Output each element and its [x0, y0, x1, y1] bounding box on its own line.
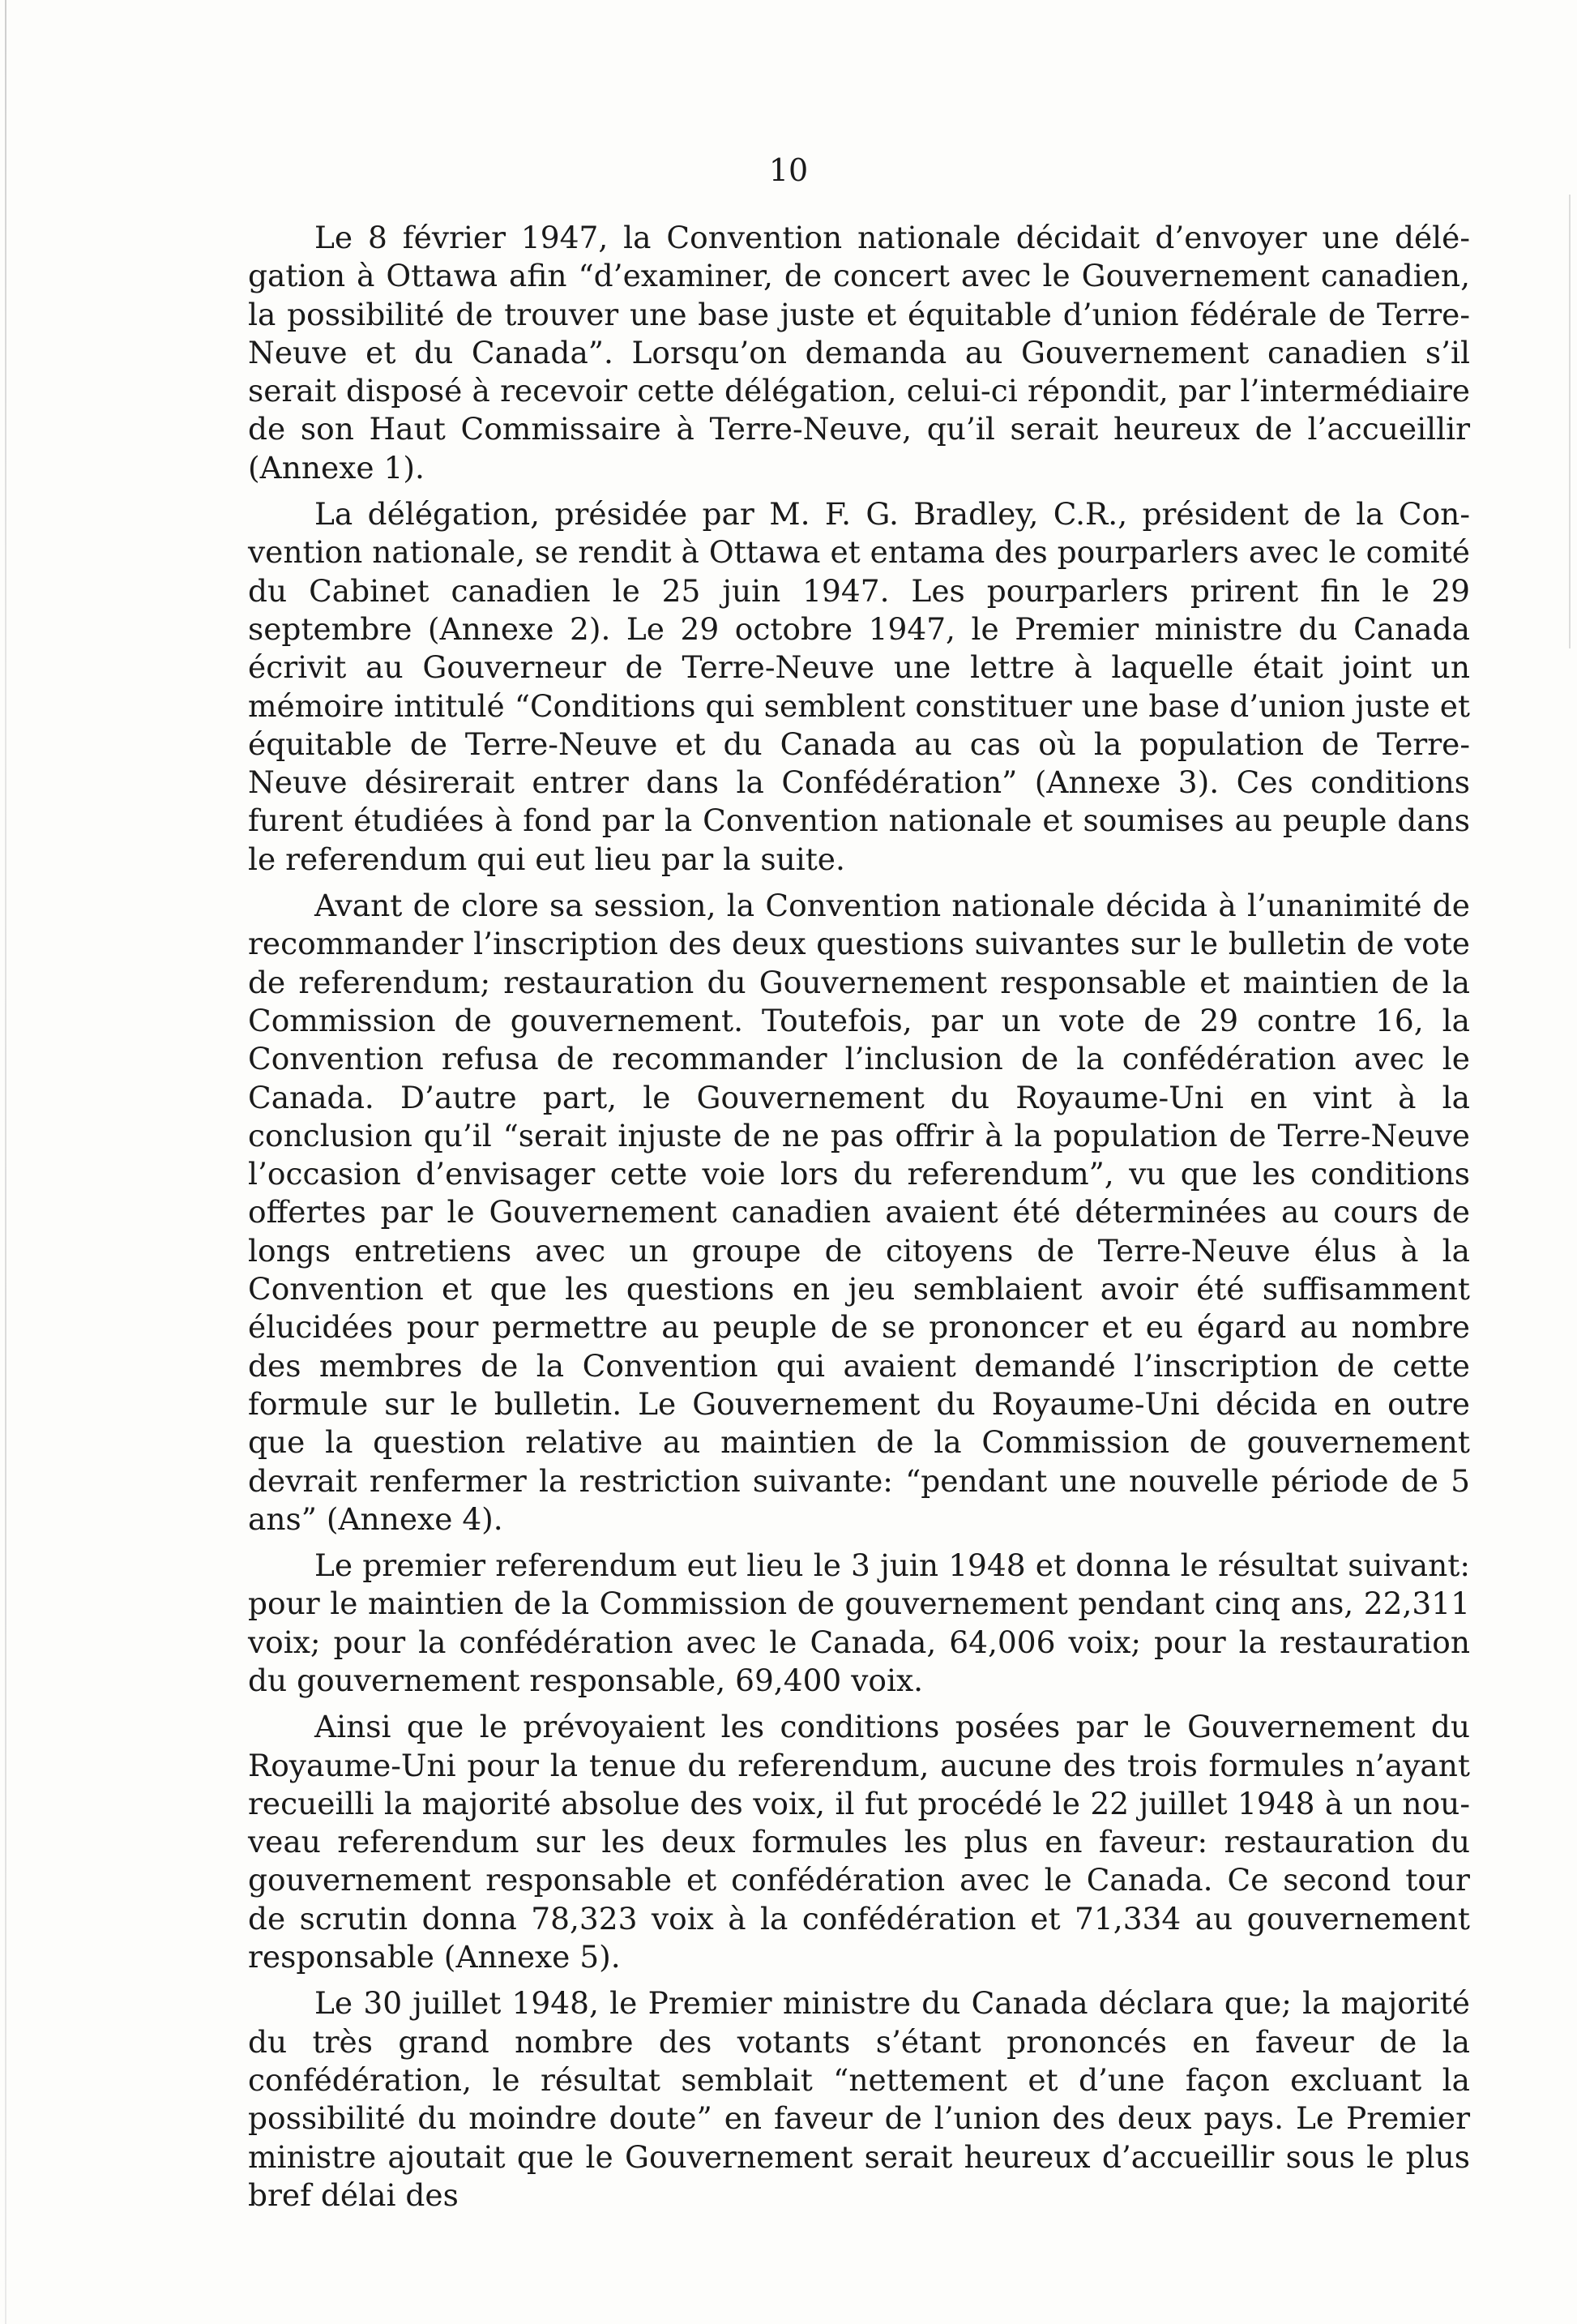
paragraph-prime-minister-statement: Le 30 juillet 1948, le Premier ministre du Canada déclara que; la majorité du très grand nombre des votants s’étant prononcés en faveur de la confédération, le résultat semblait “nettement et d’une façon excluant la possibilité du moindre doute” en faveur de l’union des deux pays. Le Premier ministre ajoutait que le Gouvernement serait heureux d’accueillir sous le plus bref délai des	[248, 1985, 1470, 2213]
paragraph-first-referendum: Le premier referendum eut lieu le 3 juin 1948 et donna le résultat suivant: pour le maintien de la Commission de gouvernement pendant cinq ans, 22,311 voix; pour la confédération avec le Canada, 64,006 voix; pour la restauration du gouvernement responsable, 69,400 voix.	[248, 1547, 1470, 1698]
scan-edge-right	[1569, 195, 1571, 648]
scan-edge-left	[5, 0, 6, 2324]
paragraph-delegation-decision: Le 8 février 1947, la Convention nationale décidait d’envoyer une délégation à Ottawa afin “d’examiner, de concert avec le Gouvernement canadien, la possibilité de trouver une base juste et équitable d’union fédérale de Terre-Neuve et du Canada”. Lorsqu’on demanda au Gouvernement canadien s’il serait disposé à recevoir cette délégation, celui-ci répondit, par l’intermédiaire de son Haut Commissaire à Terre-Neuve, qu’il serait heureux de l’accueillir (Annexe 1).	[248, 220, 1470, 486]
page-number: 10	[768, 152, 809, 188]
paragraph-ottawa-negotiations: La délégation, présidée par M. F. G. Bradley, C.R., président de la Convention nationale, se rendit à Ottawa et entama des pourparlers avec le comité du Cabinet canadien le 25 juin 1947. Les pourparlers prirent fin le 29 septembre (Annexe 2). Le 29 octobre 1947, le Premier ministre du Canada écrivit au Gouverneur de Terre-Neuve une lettre à laquelle était joint un mémoire intitulé “Conditions qui semblent constituer une base d’union juste et équitable de Terre-Neuve et du Canada au cas où la population de Terre-Neuve désirerait entrer dans la Confédération” (Annexe 3). Ces conditions furent étudiées à fond par la Convention nationale et soumises au peuple dans le referendum qui eut lieu par la suite.	[248, 496, 1470, 877]
paragraph-second-referendum: Ainsi que le prévoyaient les conditions posées par le Gouvernement du Royaume-Uni pour la tenue du referendum, aucune des trois formules n’ayant recueilli la majorité absolue des voix, il fut procédé le 22 juillet 1948 à un nouveau referendum sur les deux formules les plus en faveur: restauration du gouvernement responsable et confédération avec le Canada. Ce second tour de scrutin donna 78,323 voix à la confédération et 71,334 au gouvernement responsable (Annexe 5).	[248, 1709, 1470, 1975]
document-body	[248, 219, 1470, 2223]
paragraph-referendum-questions: Avant de clore sa session, la Convention nationale décida à l’unanimité de recommander l’inscription des deux questions suivantes sur le bulletin de vote de referendum; restauration du Gouvernement responsable et maintien de la Commission de gouvernement. Toutefois, par un vote de 29 contre 16, la Convention refusa de recommander l’inclusion de la confédération avec le Canada. D’autre part, le Gouvernement du Royaume-Uni en vint à la conclusion qu’il “serait injuste de ne pas offrir à la population de Terre-Neuve l’occasion d’envisager cette voie lors du referendum”, vu que les conditions offertes par le Gouvernement canadien avaient été déterminées au cours de longs entretiens avec un groupe de citoyens de Terre-Neuve élus à la Convention et que les questions en jeu semblaient avoir été suffisamment élucidées pour permettre au peuple de se prononcer et eu égard au nombre des membres de la Convention qui avaient demandé l’inscription de cette formule sur le bulletin. Le Gouvernement du Royaume-Uni décida en outre que la question relative au maintien de la Commission de gouvernement devrait renfermer la restriction suivante: “pendant une nouvelle période de 5 ans” (Annexe 4).	[248, 888, 1470, 1537]
